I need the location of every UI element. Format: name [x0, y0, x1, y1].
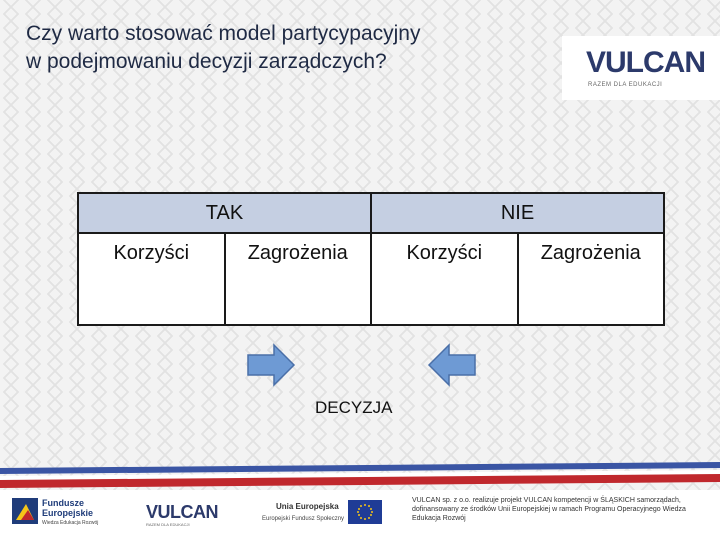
footer-bar	[0, 490, 720, 540]
decision-label: DECYZJA	[315, 398, 393, 417]
right-arrow-icon	[246, 343, 296, 387]
group-header-tak	[78, 193, 371, 233]
tak-zagrozenia-cell: Zagrożenia	[225, 233, 372, 325]
nie-zagrozenia-cell: Zagrożenia	[518, 233, 665, 325]
footer-vulcan-logo: VULCAN	[146, 502, 218, 522]
group-label: TAK	[205, 201, 244, 224]
fe-subtitle: Wiedza Edukacja Rozwój	[42, 520, 99, 526]
group-header-nie	[371, 193, 664, 233]
footer-stripes	[0, 462, 720, 490]
left-arrow-icon	[427, 343, 477, 387]
fe-name: Fundusze Europejskie	[42, 498, 94, 518]
tak-korzysci-cell: Korzyści	[78, 233, 225, 325]
ue-name: Unia Europejska	[276, 502, 339, 511]
vulcan-logo	[562, 36, 720, 100]
project-description: VULCAN sp. z o.o. realizuje projekt VULCAN kompetencji w ŚLĄSKICH samorządach, dofinansowany ze środków Unii Europejskiej w ramach Programu Operacyjnego Wiedza Edukacja Rozwój	[412, 497, 686, 522]
slide-title: Czy warto stosować model partycypacyjny w podejmowaniu decyzji zarządczych?	[26, 22, 421, 73]
decision-table	[77, 192, 665, 326]
fe-logo-icon	[12, 498, 38, 524]
nie-korzysci-cell: Korzyści	[371, 233, 518, 325]
vulcan-logo-tagline: RAZEM DLA EDUKACJI	[588, 82, 663, 88]
group-label: NIE	[500, 201, 535, 224]
ue-subtitle: Europejski Fundusz Społeczny	[262, 516, 345, 522]
eu-stars-icon	[348, 500, 382, 524]
footer-vulcan-tagline: RAZEM DLA EDUKACJI	[146, 522, 190, 527]
vulcan-logo-text: VULCAN	[586, 46, 705, 79]
